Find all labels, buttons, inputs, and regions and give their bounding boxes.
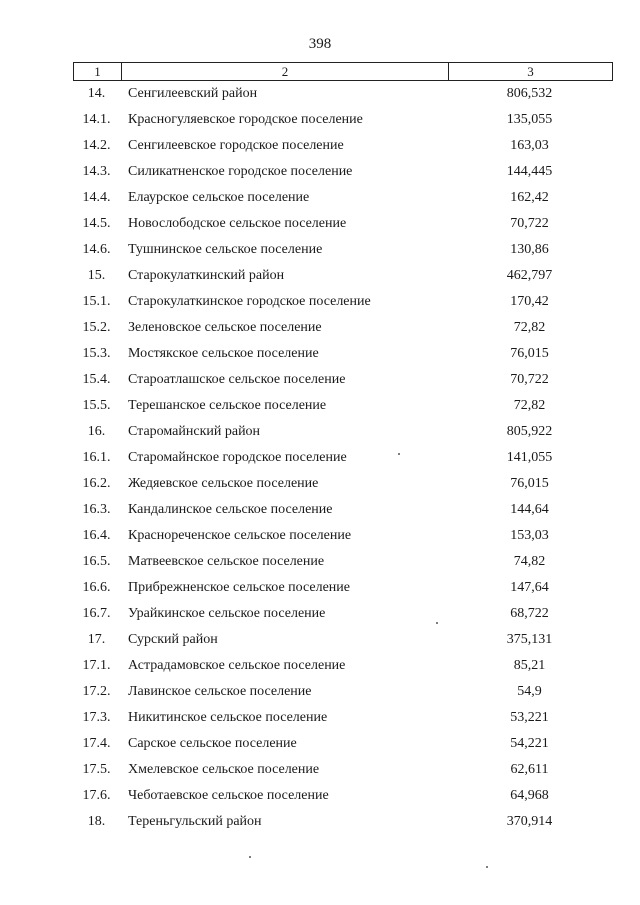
row-value: 72,82 xyxy=(513,320,546,335)
row-name: Матвеевское сельское поселение xyxy=(128,554,325,569)
table-header-row xyxy=(73,62,613,81)
table-row xyxy=(73,523,613,549)
row-name: Жедяевское сельское поселение xyxy=(128,476,319,491)
row-value: 162,42 xyxy=(510,190,549,205)
table-row xyxy=(73,575,613,601)
table-row xyxy=(73,237,613,263)
row-name: Тереньгульский район xyxy=(128,814,262,829)
row-value: 74,82 xyxy=(513,554,546,569)
row-value: 163,03 xyxy=(510,138,549,153)
row-value: 153,03 xyxy=(510,528,549,543)
header-col-3: 3 xyxy=(527,64,534,79)
row-value: 141,055 xyxy=(506,450,553,465)
row-value: 144,64 xyxy=(510,502,549,517)
row-value: 72,82 xyxy=(513,398,546,413)
row-number: 14. xyxy=(87,86,106,101)
row-name: Новослободское сельское поселение xyxy=(128,216,347,231)
table-row xyxy=(73,809,613,835)
row-value: 147,64 xyxy=(510,580,549,595)
row-value: 85,21 xyxy=(513,658,546,673)
row-value: 76,015 xyxy=(510,476,549,491)
row-number: 15.2. xyxy=(82,320,111,335)
row-number: 16. xyxy=(87,424,106,439)
row-name: Старокулаткинский район xyxy=(128,268,285,283)
row-number: 14.3. xyxy=(82,164,111,179)
row-name: Силикатненское городское поселение xyxy=(128,164,353,179)
table-row xyxy=(73,81,613,107)
scan-speck xyxy=(486,866,488,868)
table-row xyxy=(73,731,613,757)
row-value: 68,722 xyxy=(510,606,549,621)
header-col-1: 1 xyxy=(74,63,122,80)
row-number: 16.2. xyxy=(82,476,111,491)
row-number: 17.6. xyxy=(82,788,111,803)
row-number: 15.4. xyxy=(82,372,111,387)
row-value: 64,968 xyxy=(510,788,549,803)
table-row xyxy=(73,185,613,211)
row-value: 54,221 xyxy=(510,736,549,751)
row-value: 70,722 xyxy=(510,372,549,387)
scan-speck xyxy=(436,622,438,624)
row-value: 462,797 xyxy=(506,268,553,283)
table-row xyxy=(73,367,613,393)
scan-speck xyxy=(398,453,400,455)
row-value: 54,9 xyxy=(517,684,542,699)
row-name: Сенгилеевский район xyxy=(128,86,258,101)
row-name: Сарское сельское поселение xyxy=(128,736,297,751)
data-table xyxy=(73,62,613,835)
row-number: 16.6. xyxy=(82,580,111,595)
row-value: 375,131 xyxy=(506,632,553,647)
table-row xyxy=(73,263,613,289)
row-number: 16.1. xyxy=(82,450,111,465)
row-name: Прибрежненское сельское поселение xyxy=(128,580,350,595)
table-row xyxy=(73,315,613,341)
row-name: Старокулаткинское городское поселение xyxy=(128,294,371,309)
row-name: Мостякское сельское поселение xyxy=(128,346,319,361)
row-name: Сурский район xyxy=(128,632,218,647)
row-value: 53,221 xyxy=(510,710,549,725)
row-value: 70,722 xyxy=(510,216,549,231)
table-row xyxy=(73,341,613,367)
row-number: 16.7. xyxy=(82,606,111,621)
row-name: Чеботаевское сельское поселение xyxy=(128,788,329,803)
page-number: 398 xyxy=(308,36,332,52)
row-name: Урайкинское сельское поселение xyxy=(128,606,326,621)
table-row xyxy=(73,627,613,653)
scan-speck xyxy=(249,856,251,858)
row-value: 144,445 xyxy=(506,164,553,179)
row-name: Терешанское сельское поселение xyxy=(128,398,327,413)
row-name: Никитинское сельское поселение xyxy=(128,710,328,725)
row-number: 17.2. xyxy=(82,684,111,699)
row-value: 170,42 xyxy=(510,294,549,309)
row-number: 17.1. xyxy=(82,658,111,673)
row-number: 15.5. xyxy=(82,398,111,413)
row-name: Тушнинское сельское поселение xyxy=(128,242,323,257)
row-number: 17.3. xyxy=(82,710,111,725)
row-value: 76,015 xyxy=(510,346,549,361)
table-row xyxy=(73,107,613,133)
row-value: 370,914 xyxy=(506,814,553,829)
row-number: 14.5. xyxy=(82,216,111,231)
row-value: 135,055 xyxy=(506,112,553,127)
table-row xyxy=(73,393,613,419)
row-name: Краснореченское сельское поселение xyxy=(128,528,352,543)
row-name: Старомайнское городское поселение xyxy=(128,450,347,465)
row-number: 16.4. xyxy=(82,528,111,543)
table-row xyxy=(73,133,613,159)
row-number: 16.5. xyxy=(82,554,111,569)
table-row xyxy=(73,419,613,445)
row-name: Астрадамовское сельское поселение xyxy=(128,658,346,673)
table-row xyxy=(73,211,613,237)
row-name: Старомайнский район xyxy=(128,424,261,439)
table-row xyxy=(73,445,613,471)
row-number: 14.2. xyxy=(82,138,111,153)
table-row xyxy=(73,679,613,705)
table-body xyxy=(73,81,613,835)
table-row xyxy=(73,783,613,809)
row-number: 15. xyxy=(87,268,106,283)
header-col-2: 2 xyxy=(122,63,449,80)
table-row xyxy=(73,289,613,315)
table-row xyxy=(73,601,613,627)
table-row xyxy=(73,705,613,731)
row-name: Лавинское сельское поселение xyxy=(128,684,312,699)
row-number: 15.1. xyxy=(82,294,111,309)
row-name: Елаурское сельское поселение xyxy=(128,190,310,205)
row-value: 805,922 xyxy=(506,424,553,439)
table-row xyxy=(73,159,613,185)
row-name: Хмелевское сельское поселение xyxy=(128,762,320,777)
row-number: 17. xyxy=(87,632,106,647)
row-number: 14.6. xyxy=(82,242,111,257)
table-row xyxy=(73,471,613,497)
row-value: 130,86 xyxy=(510,242,549,257)
row-number: 18. xyxy=(87,814,106,829)
row-name: Кандалинское сельское поселение xyxy=(128,502,333,517)
row-value: 806,532 xyxy=(506,86,553,101)
row-name: Сенгилеевское городское поселение xyxy=(128,138,344,153)
table-row xyxy=(73,653,613,679)
row-name: Зеленовское сельское поселение xyxy=(128,320,322,335)
row-number: 14.1. xyxy=(82,112,111,127)
row-number: 17.5. xyxy=(82,762,111,777)
row-value: 62,611 xyxy=(510,762,549,777)
row-name: Красногуляевское городское поселение xyxy=(128,112,363,127)
table-row xyxy=(73,497,613,523)
row-name: Староатлашское сельское поселение xyxy=(128,372,346,387)
table-row xyxy=(73,757,613,783)
row-number: 16.3. xyxy=(82,502,111,517)
row-number: 15.3. xyxy=(82,346,111,361)
row-number: 14.4. xyxy=(82,190,111,205)
table-row xyxy=(73,549,613,575)
row-number: 17.4. xyxy=(82,736,111,751)
